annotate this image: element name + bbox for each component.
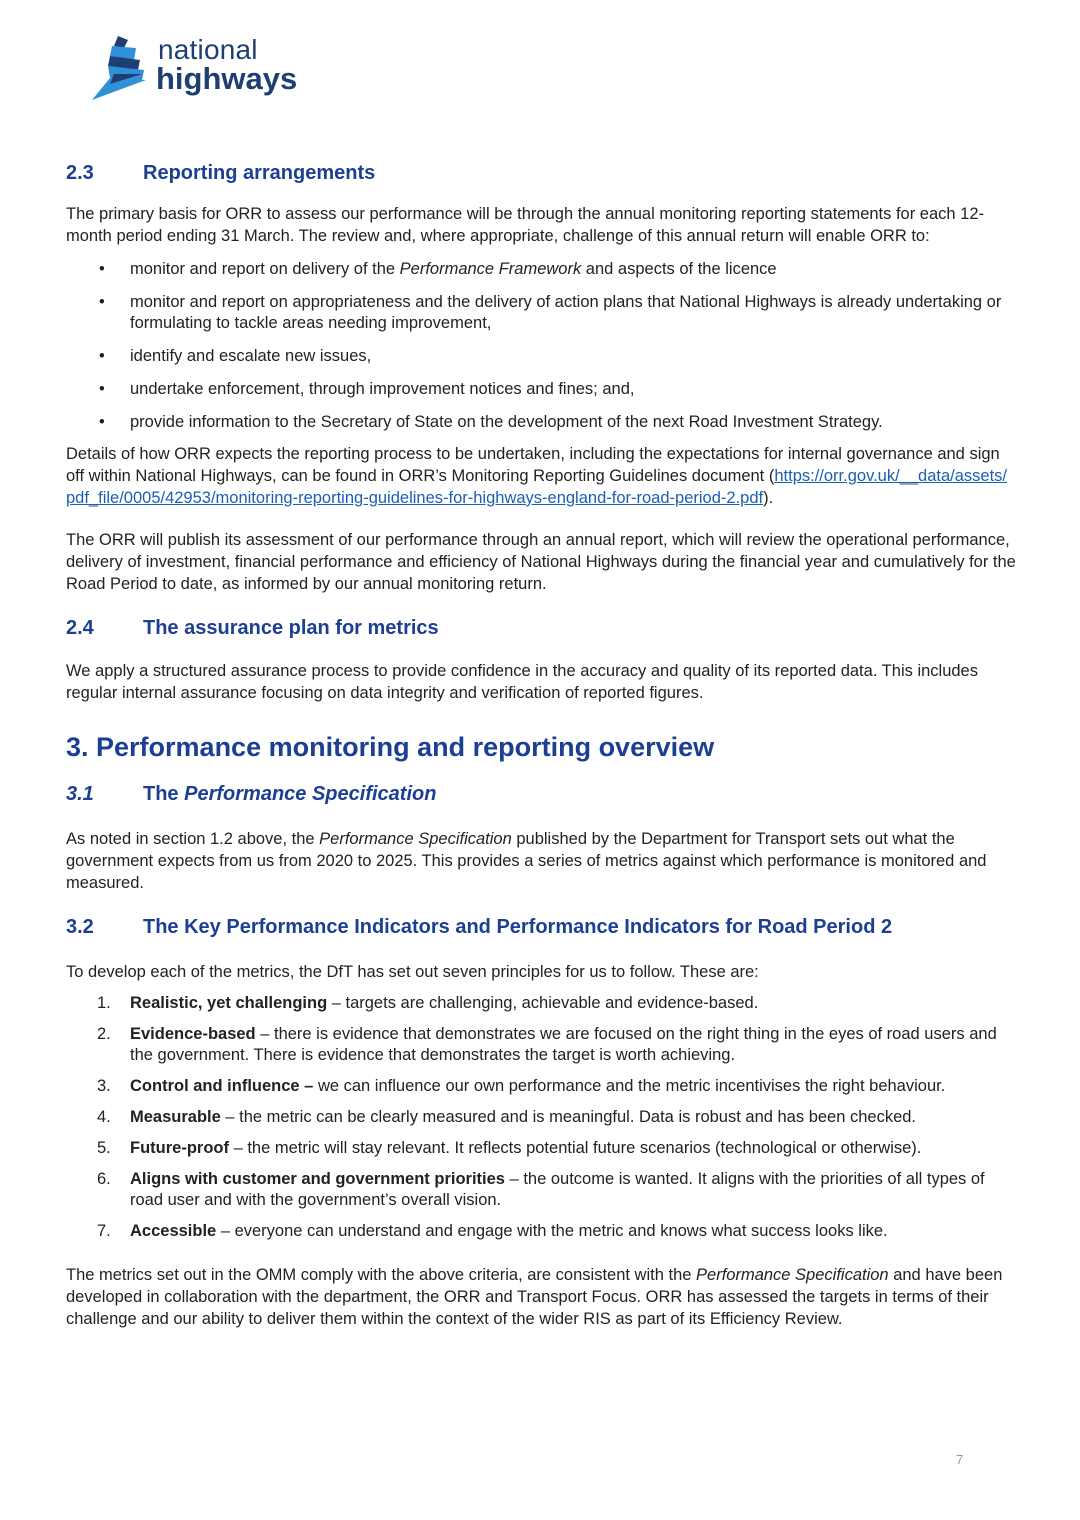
principles-list (66, 993, 1016, 1242)
orr-enable-list (66, 259, 1016, 433)
list-item: 4. Measurable – the metric can be clearly measured and is meaningful. Data is robust and has been checked. (97, 1108, 917, 1126)
page-number: 7 (956, 1452, 964, 1467)
list-item: 6. Aligns with customer and government priorities – the outcome is wanted. It aligns with the priorities of all types of road user and with the government’s overall vision. (97, 1170, 985, 1209)
list-item: • undertake enforcement, through improvement notices and fines; and, (99, 380, 635, 398)
section-3-2-intro: To develop each of the metrics, the DfT has set out seven principles for us to follow. These are: (66, 963, 759, 981)
list-item: 1. Realistic, yet challenging – targets are challenging, achievable and evidence-based. (97, 994, 759, 1012)
section-3-1-heading: 3.1 The Performance Specification (66, 783, 437, 805)
list-item: • provide information to the Secretary of State on the development of the next Road Investment Strategy. (99, 413, 883, 431)
list-item: 3. Control and influence – we can influence our own performance and the metric incentivises the right behaviour. (97, 1077, 946, 1095)
section-3-2-heading: 3.2 The Key Performance Indicators and Performance Indicators for Road Period 2 (66, 916, 893, 938)
section-3-1-body: As noted in section 1.2 above, the Performance Specification published by the Department for Transport sets out what the government expects from us from 2020 to 2025. This provides a series of metrics against which performance is monitored and measured. (66, 830, 987, 892)
orr-guidelines-link[interactable]: https://orr.gov.uk/__data/assets/pdf_file/0005/42953/monitoring-reporting-guidelines-for-highways-england-for-road-period-2.pdf (66, 467, 1008, 507)
logo-word-highways: highways (156, 61, 298, 96)
list-item: 7. Accessible – everyone can understand and engage with the metric and knows what success looks like. (97, 1222, 888, 1240)
section-2-4-heading: 2.4 The assurance plan for metrics (66, 617, 439, 639)
logo-mark-icon (88, 34, 154, 100)
list-item: • monitor and report on appropriateness and the delivery of action plans that National Highways is already undertaking or formulating to tackle areas needing improvement, (99, 293, 1002, 332)
list-item: 5. Future-proof – the metric will stay relevant. It reflects potential future scenarios (technological or otherwise). (97, 1139, 922, 1157)
section-2-4-body: We apply a structured assurance process to provide confidence in the accuracy and quality of its reported data. This includes regular internal assurance focusing on data integrity and verification of reported figures. (66, 662, 978, 702)
list-item: • identify and escalate new issues, (99, 347, 372, 365)
document-body (66, 158, 1016, 1330)
logo-word-national: national (158, 34, 258, 65)
section-3-heading: 3. Performance monitoring and reporting overview (66, 732, 715, 762)
section-2-3-intro: The primary basis for ORR to assess our performance will be through the annual monitoring reporting statements for each 12-month period ending 31 March. The review and, where appropriate, challenge of this annual return will enable ORR to: (66, 205, 985, 245)
section-3-2-closing: The metrics set out in the OMM comply with the above criteria, are consistent with the Performance Specification and have been developed in collaboration with the department, the ORR and Transport Focus. ORR has assessed the targets in terms of their challenge and our ability to deliver them within the context of the wider RIS as part of its Efficiency Review. (66, 1266, 1003, 1328)
national-highways-logo (88, 34, 328, 104)
list-item: • monitor and report on delivery of the Performance Framework and aspects of the licence (99, 260, 777, 278)
reporting-details-paragraph: Details of how ORR expects the reporting process to be undertaken, including the expectations for internal governance and sign off within National Highways, can be found in ORR’s Monitoring Reporting Guidelines document (https://orr.gov.uk/__data/assets/pdf_file/0005/42953/monitoring-reporting-guidelines-for-highways-england-for-road-period-2.pdf). (66, 445, 1008, 507)
list-item: 2. Evidence-based – there is evidence that demonstrates we are focused on the right thing in the eyes of road users and the government. There is evidence that demonstrates the target is worth achieving. (97, 1025, 997, 1064)
orr-publish-paragraph: The ORR will publish its assessment of our performance through an annual report, which will review the operational performance, delivery of investment, financial performance and efficiency of National Highways during the financial year and cumulatively for the Road Period to date, as informed by our annual monitoring return. (66, 531, 1016, 593)
section-2-3-heading: 2.3 Reporting arrangements (66, 162, 376, 184)
